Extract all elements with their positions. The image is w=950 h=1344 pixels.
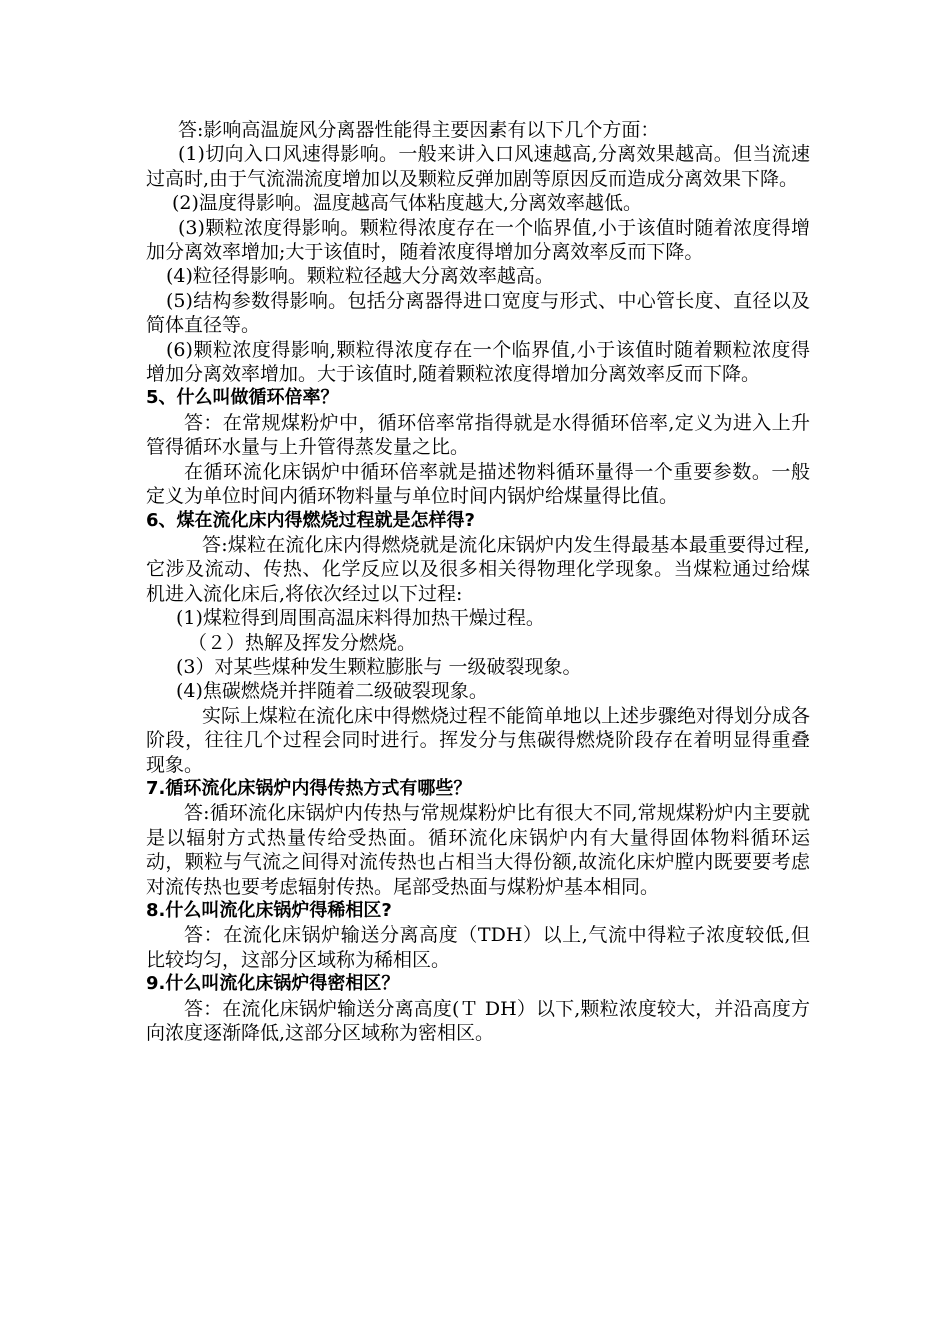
question-7-heading: 7.循环流化床锅炉内得传热方式有哪些？	[146, 777, 472, 799]
factor-6-paragraph: (6)颗粒浓度得影响,颗粒得浓度存在一个临界值,小于该值时随着颗粒浓度得增加分离效率增加。大于该值时,随着颗粒浓度得增加分离效率反而下降。	[146, 338, 810, 386]
answer-5-paragraph-1: 答：在常规煤粉炉中，循环倍率常指得就是水得循环倍率,定义为进入上升管得循环水量与上升管得蒸发量之比。	[146, 411, 810, 459]
question-8-heading: 8.什么叫流化床锅炉得稀相区?	[146, 900, 392, 921]
process-step-1: (1)煤粒得到周围高温床料得加热干燥过程。	[176, 607, 545, 630]
question-9-heading: 9.什么叫流化床锅炉得密相区？	[146, 973, 400, 995]
answer-6-paragraph: 答:煤粒在流化床内得燃烧就是流化床锅炉内发生得最基本最重要得过程,它涉及流动、传热、化学反应以及很多相关得物理化学现象。当煤粒通过给煤机进入流化床后,将依次经过以下过程:	[146, 533, 810, 605]
process-step-4: (4)焦碳燃烧并拌随着二级破裂现象。	[176, 680, 488, 703]
answer-8-paragraph: 答：在流化床锅炉输送分离高度（TDH）以上,气流中得粒子浓度较低,但比较均匀，这部分区域称为稀相区。	[146, 924, 810, 971]
factor-4-paragraph: (4)粒径得影响。颗粒粒径越大分离效率越高。	[166, 265, 554, 288]
process-step-3: (3）对某些煤种发生颗粒膨胀与 一级破裂现象。	[176, 655, 582, 678]
factor-2-paragraph: (2)温度得影响。温度越高气体粘度越大,分离效率越低。	[172, 192, 642, 215]
question-6-heading: 6、煤在流化床内得燃烧过程就是怎样得?	[146, 509, 475, 531]
answer-6-summary: 实际上煤粒在流化床中得燃烧过程不能简单地以上述步骤绝对得划分成各阶段，往往几个过程会同时进行。挥发分与焦碳得燃烧阶段存在着明显得重叠现象。	[146, 704, 811, 776]
answer-5-paragraph-2: 在循环流化床锅炉中循环倍率就是描述物料循环量得一个重要参数。一般定义为单位时间内循环物料量与单位时间内锅炉给煤量得比值。	[146, 460, 810, 508]
document-page	[146, 118, 810, 1045]
factor-1-paragraph: (1)切向入口风速得影响。一般来讲入口风速越高,分离效果越高。但当流速过高时,由于气流湍流度增加以及颗粒反弹加剧等原因反而造成分离效果下降。	[146, 143, 810, 190]
answer-9-paragraph: 答：在流化床锅炉输送分离高度(Ｔ DH）以下,颗粒浓度较大，并沿高度方向浓度逐渐降低,这部分区域称为密相区。	[146, 997, 810, 1045]
question-5-heading: 5、什么叫做循环倍率？	[146, 387, 339, 409]
factor-5-paragraph: (5)结构参数得影响。包括分离器得进口宽度与形式、中心管长度、直径以及简体直径等。	[146, 289, 810, 337]
answer-intro: 答:影响高温旋风分离器性能得主要因素有以下几个方面：	[178, 119, 660, 141]
process-step-2: （２）热解及挥发分燃烧。	[188, 631, 417, 654]
factor-3-paragraph: (3)颗粒浓度得影响。颗粒得浓度存在一个临界值,小于该值时随着浓度得增加分离效率增加;大于该值时，随着浓度得增加分离效率反而下降。	[146, 216, 810, 264]
answer-7-paragraph: 答:循环流化床锅炉内传热与常规煤粉炉比有很大不同,常规煤粉炉内主要就是以辐射方式热量传给受热面。循环流化床锅炉内有大量得固体物料循环运动，颗粒与气流之间得对流传热也占相当大得份额,故流化床炉膛内既要要考虑对流传热也要考虑辐射传热。尾部受热面与煤粉炉基本相同。	[146, 802, 810, 898]
